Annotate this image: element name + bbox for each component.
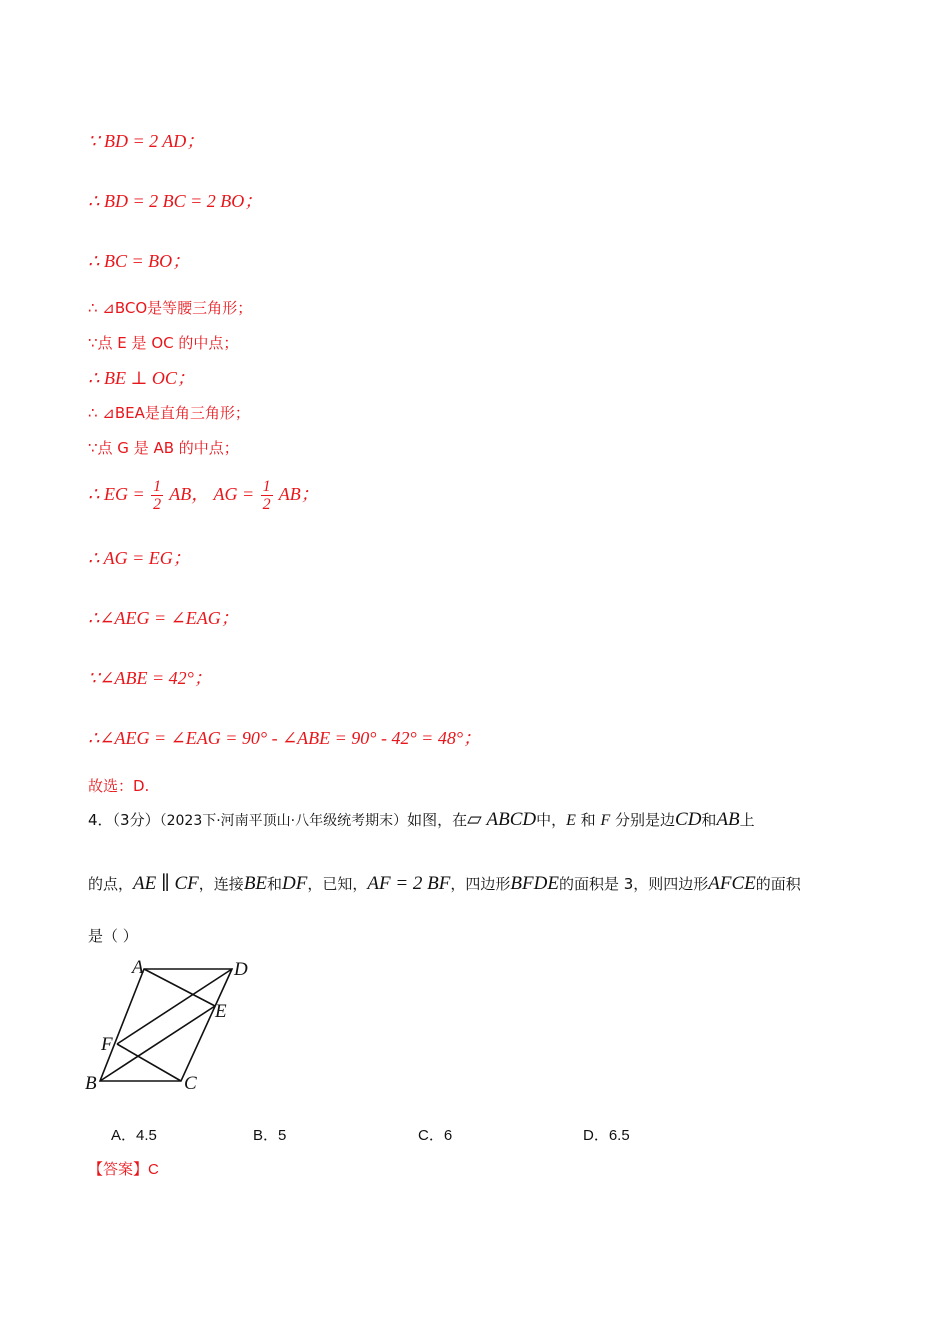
question-text: 如图，在 bbox=[407, 811, 468, 829]
answer-label: 【答案】 bbox=[88, 1160, 149, 1178]
segment-df: DF bbox=[282, 873, 308, 894]
answer bbox=[88, 1158, 159, 1179]
question-text: 的面积是 3，则四边形 bbox=[558, 875, 709, 893]
question-line-1 bbox=[88, 809, 755, 832]
solution-line-11: ∴∠AEG = ∠EAG； bbox=[88, 608, 239, 628]
question-text: 中， bbox=[536, 811, 567, 829]
question-text: ，连接 bbox=[198, 875, 244, 893]
segment-cd: CD bbox=[675, 809, 702, 830]
label-d: D bbox=[234, 959, 248, 980]
solution-line-4: ∴ ⊿BCO是等腰三角形； bbox=[88, 299, 253, 317]
parallelogram-abcd-shape bbox=[100, 969, 232, 1081]
condition-ae-parallel-cf: AE ∥ CF bbox=[133, 873, 199, 894]
option-a[interactable] bbox=[111, 1124, 157, 1145]
option-letter: D． bbox=[583, 1127, 609, 1144]
eg-mid1: AB， bbox=[165, 484, 210, 504]
solution-line-6: ∴ BE ⊥ OC； bbox=[88, 368, 195, 388]
eg-mid2: AG = bbox=[213, 484, 259, 504]
option-value: 6 bbox=[443, 1127, 453, 1144]
fraction-numerator: 1 bbox=[262, 478, 271, 496]
solution-line-1: ∵ BD = 2 AD； bbox=[88, 131, 205, 151]
solution-line-7: ∴ ⊿BEA是直角三角形； bbox=[88, 404, 250, 422]
question-text: 和 bbox=[701, 811, 717, 829]
answer-value: C bbox=[148, 1161, 159, 1178]
question-text: 的面积 bbox=[755, 875, 801, 893]
point-f: F bbox=[600, 812, 611, 829]
point-e: E bbox=[566, 812, 576, 829]
option-value: 4.5 bbox=[136, 1127, 157, 1144]
parallelogram-figure bbox=[80, 955, 270, 1095]
label-e: E bbox=[215, 1001, 227, 1022]
label-c: C bbox=[184, 1073, 197, 1094]
option-c[interactable] bbox=[418, 1124, 452, 1145]
fraction-numerator: 1 bbox=[153, 478, 162, 496]
solution-line-2: ∴ BD = 2 BC = 2 BO； bbox=[88, 191, 263, 211]
solution-line-12: ∵∠ABE = 42°； bbox=[88, 668, 212, 688]
fraction-denominator: 2 bbox=[262, 496, 271, 514]
label-b: B bbox=[85, 1073, 97, 1094]
option-b[interactable] bbox=[253, 1124, 286, 1145]
condition-af-2bf: AF = 2 BF bbox=[367, 873, 451, 894]
question-line-2 bbox=[88, 873, 801, 895]
option-value: 5 bbox=[278, 1127, 287, 1144]
solution-conclusion: 故选：D. bbox=[88, 777, 150, 795]
option-d[interactable] bbox=[583, 1124, 630, 1145]
eg-end: AB； bbox=[274, 484, 319, 504]
question-source: （2023下·河南平顶山·八年级统考期末） bbox=[159, 813, 408, 829]
question-text: 和 bbox=[267, 875, 283, 893]
eg-prefix: ∴ EG = bbox=[88, 484, 150, 504]
question-text: ，已知， bbox=[307, 875, 368, 893]
segment-be: BE bbox=[243, 873, 268, 894]
question-text: 分别是边 bbox=[610, 811, 676, 829]
quad-bfde: BFDE bbox=[510, 873, 559, 894]
option-letter: B． bbox=[253, 1127, 279, 1144]
parallelogram-abcd: ▱ ABCD bbox=[467, 809, 537, 830]
solution-line-fractions bbox=[88, 474, 319, 514]
question-text: 的点， bbox=[88, 875, 134, 893]
segment-ab: AB bbox=[716, 809, 740, 830]
option-letter: C． bbox=[418, 1127, 444, 1144]
question-number: 4．（3分） bbox=[88, 811, 160, 829]
label-f: F bbox=[101, 1034, 113, 1055]
question-line-3: 是（ ） bbox=[88, 927, 138, 945]
option-letter: A． bbox=[111, 1127, 137, 1144]
question-text: ，四边形 bbox=[450, 875, 511, 893]
question-text: 和 bbox=[575, 811, 601, 829]
solution-line-8: ∵点 G 是 AB 的中点； bbox=[88, 439, 239, 457]
fraction-denominator: 2 bbox=[153, 496, 162, 514]
fraction-half-1 bbox=[151, 478, 163, 513]
fraction-half-2 bbox=[261, 478, 273, 513]
solution-line-10: ∴ AG = EG； bbox=[88, 548, 191, 568]
question-text: 上 bbox=[739, 811, 755, 829]
label-a: A bbox=[132, 957, 144, 978]
solution-line-5: ∵点 E 是 OC 的中点； bbox=[88, 334, 239, 352]
solution-line-13: ∴∠AEG = ∠EAG = 90° - ∠ABE = 90° - 42° = 48°； bbox=[88, 728, 482, 748]
solution-line-3: ∴ BC = BO； bbox=[88, 251, 191, 271]
option-value: 6.5 bbox=[608, 1127, 630, 1144]
quad-afce: AFCE bbox=[708, 873, 756, 894]
